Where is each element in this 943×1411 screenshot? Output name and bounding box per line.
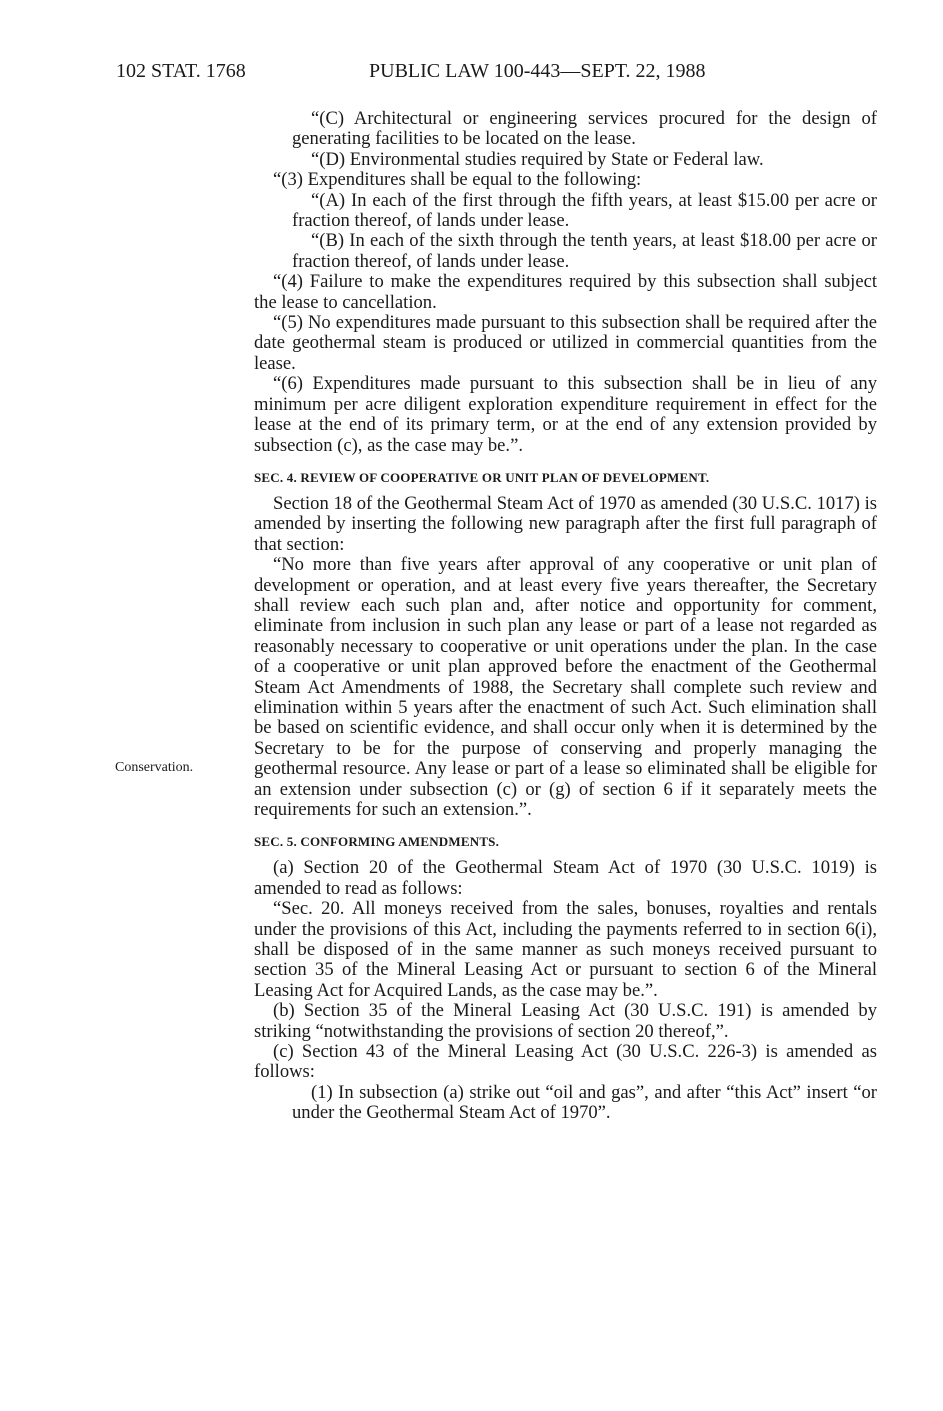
paragraph-5: “(5) No expenditures made pursuant to this subsection shall be required after the date geothermal steam is produced or utilized in commercial quantities from the lease. <box>254 312 877 374</box>
paragraph-4: “(4) Failure to make the expenditures required by this subsection shall subject the lease to cancellation. <box>254 271 877 313</box>
section-5-subsection-a: (a) Section 20 of the Geothermal Steam Act of 1970 (30 U.S.C. 1019) is amended to read as follows: <box>254 857 877 899</box>
paragraph-3b: “(B) In each of the sixth through the tenth years, at least $18.00 per acre or fraction thereof, of lands under lease. <box>292 230 877 272</box>
section-5-subsection-c1: (1) In subsection (a) strike out “oil and gas”, and after “this Act” insert “or under the Geothermal Steam Act of 1970”. <box>292 1081 877 1124</box>
section-4-intro: Section 18 of the Geothermal Steam Act of 1970 as amended (30 U.S.C. 1017) is amended by inserting the following new paragraph after the first full paragraph of that section: <box>254 492 877 555</box>
section-5-subsection-c: (c) Section 43 of the Mineral Leasing Act (30 U.S.C. 226-3) is amended as follows: <box>254 1041 877 1083</box>
paragraph-d: “(D) Environmental studies required by State or Federal law. <box>311 148 764 170</box>
section-5-subsection-b: (b) Section 35 of the Mineral Leasing Act (30 U.S.C. 191) is amended by striking “notwithstanding the provisions of section 20 thereof,”. <box>254 1000 877 1042</box>
paragraph-3: “(3) Expenditures shall be equal to the following: <box>273 169 642 191</box>
paragraph-c: “(C) Architectural or engineering services procured for the design of generating facilities to be located on the lease. <box>292 108 877 150</box>
paragraph-3a: “(A) In each of the first through the fifth years, at least $15.00 per acre or fraction thereof, of lands under lease. <box>292 189 877 232</box>
statute-page-number: 102 STAT. 1768 <box>116 60 246 82</box>
running-header: PUBLIC LAW 100-443—SEPT. 22, 1988 <box>369 60 706 82</box>
section-4-heading: SEC. 4. REVIEW OF COOPERATIVE OR UNIT PLAN OF DEVELOPMENT. <box>254 469 710 485</box>
margin-note: Conservation. <box>115 760 194 775</box>
paragraph-6: “(6) Expenditures made pursuant to this subsection shall be in lieu of any minimum per acre diligent exploration expenditure requirement in effect for the lease at the end of its primary term, or at the end of any extension provided by subsection (c), as the case may be.”. <box>254 373 877 456</box>
section-5-heading: SEC. 5. CONFORMING AMENDMENTS. <box>254 834 500 850</box>
section-20-text: “Sec. 20. All moneys received from the sales, bonuses, royalties and rentals under the provisions of this Act, including the payments referred to in section 6(i), shall be disposed of in the same manner as such moneys received pursuant to section 35 of the Mineral Leasing Act or pursuant to section 6 of the Mineral Leasing Act for Acquired Lands, as the case may be.”. <box>254 898 877 1001</box>
body-text <box>254 109 877 1124</box>
section-4-quoted-text: “No more than five years after approval of any cooperative or unit plan of development or operation, and at least every five years thereafter, the Secretary shall review each such plan and, after notice and opportunity for comment, eliminate from inclusion in such plan any lease or part of a lease not regarded as reasonably necessary to cooperative or unit operations under the plan. In the case of a cooperative or unit plan approved before the enactment of the Geothermal Steam Act Amendments of 1988, the Secretary shall complete such review and elimination within 5 years after the enactment of such Act. Such elimination shall be based on scientific evidence, and shall occur only when it is determined by the Secretary to be for the purpose of conserving and properly managing the geothermal resource. Any lease or part of a lease so eliminated shall be eligible for an extension under subsection (c) or (g) of section 6 if it separately meets the requirements for such an extension.”. <box>254 554 877 820</box>
